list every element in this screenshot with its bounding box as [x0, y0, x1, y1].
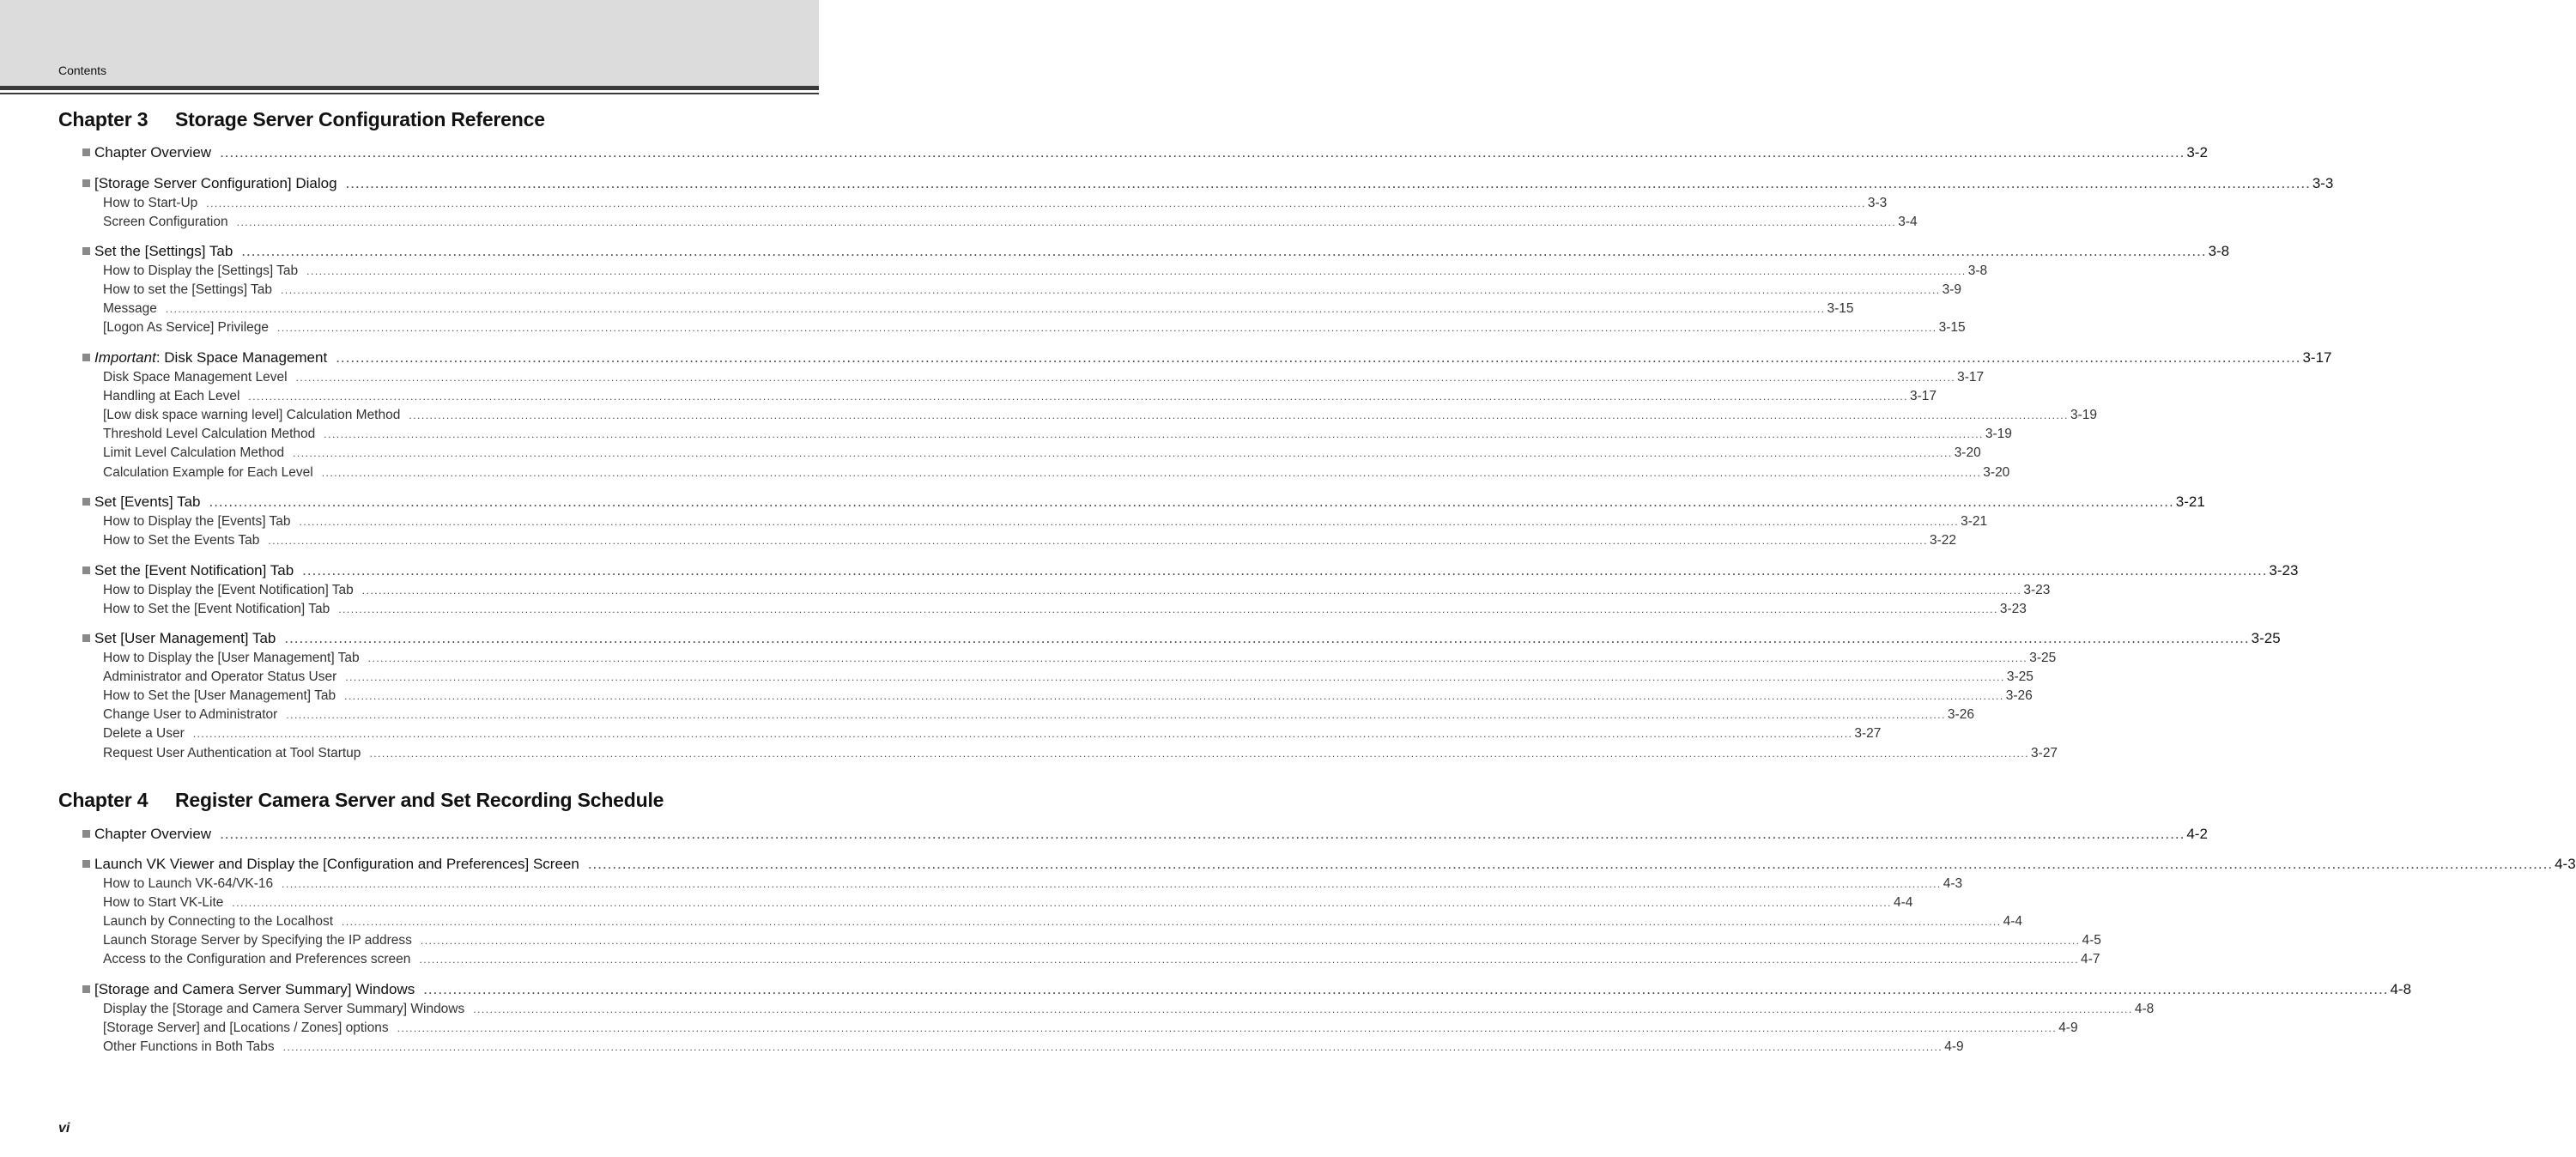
dot-leader: ................................................................................................................................................................................................................................................................................................................................................................................................................ [420, 935, 2081, 948]
toc-subentry-label: Delete a User [103, 726, 185, 742]
toc-subentry-label: How to set the [Settings] Tab [103, 282, 273, 298]
dot-leader: ................................................................................................................................................................................................................................................................................................................................................................................................................ [284, 630, 2250, 646]
toc-subentry-page: 3-27 [2031, 745, 2058, 760]
toc-section-page: 4-8 [2390, 981, 2412, 997]
toc-subentry-page: 3-3 [1867, 196, 1888, 210]
dot-leader: ................................................................................................................................................................................................................................................................................................................................................................................................................ [342, 916, 2002, 929]
toc-subentry-label: How to Set the [Event Notification] Tab [103, 602, 330, 617]
toc-section-page: 3-23 [2269, 562, 2299, 578]
toc-subentry[interactable] [103, 408, 2097, 423]
toc-subentry-label: How to Display the [Events] Tab [103, 514, 291, 529]
toc-section-entry[interactable] [82, 562, 2299, 579]
toc-section-label: Chapter Overview [94, 144, 212, 161]
toc-subentry[interactable] [103, 952, 2100, 967]
toc-section-entry[interactable] [82, 144, 2208, 161]
toc-subentry-label: Launch Storage Server by Specifying the IP address [103, 933, 412, 948]
toc-section-entry[interactable] [82, 175, 2334, 192]
dot-leader: ................................................................................................................................................................................................................................................................................................................................................................................................................ [220, 826, 2185, 842]
toc-subentry[interactable] [103, 282, 1962, 298]
toc-subentry[interactable] [103, 602, 2027, 617]
dot-leader: ................................................................................................................................................................................................................................................................................................................................................................................................................ [345, 671, 2005, 684]
toc-subentry-label: How to Set the Events Tab [103, 533, 260, 548]
toc-subentry-label: Administrator and Operator Status User [103, 669, 337, 685]
toc-section-label: Set [Events] Tab [94, 494, 201, 510]
dot-leader: ................................................................................................................................................................................................................................................................................................................................................................................................................ [232, 897, 1893, 910]
toc-subentry[interactable] [103, 1002, 2155, 1017]
toc-subentry-page: 4-8 [2134, 1002, 2155, 1016]
dot-leader: ................................................................................................................................................................................................................................................................................................................................................................................................................ [361, 585, 2022, 597]
toc-section-label: [Storage and Camera Server Summary] Windows [94, 981, 415, 997]
toc-subentry[interactable] [103, 301, 1854, 317]
square-bullet-icon [82, 860, 90, 868]
toc-subentry-page: 3-9 [1942, 282, 1962, 298]
toc-subentry[interactable] [103, 464, 2010, 481]
square-bullet-icon [82, 634, 90, 642]
toc-subentry[interactable] [103, 583, 2051, 598]
toc-subentry-label: Message [103, 301, 157, 317]
toc-subentry[interactable] [103, 895, 1913, 911]
toc-subentry[interactable] [103, 688, 2033, 704]
toc-subentry-label: How to Display the [User Management] Tab [103, 651, 360, 665]
toc-subentry[interactable] [103, 445, 1981, 461]
dot-leader: ................................................................................................................................................................................................................................................................................................................................................................................................................ [241, 243, 2207, 259]
square-bullet-icon [82, 830, 90, 838]
square-bullet-icon [82, 148, 90, 156]
dot-leader: ................................................................................................................................................................................................................................................................................................................................................................................................................ [299, 516, 1960, 528]
dot-leader: ................................................................................................................................................................................................................................................................................................................................................................................................................ [306, 265, 1967, 277]
toc-subentry-label: Screen Configuration [103, 215, 228, 230]
toc-subentry-label: Calculation Example for Each Level [103, 464, 313, 480]
toc-subentry-label: Change User to Administrator [103, 707, 278, 723]
dot-leader: ................................................................................................................................................................................................................................................................................................................................................................................................................ [419, 954, 2080, 966]
toc-subentry-page: 3-4 [1898, 215, 1918, 230]
dot-leader: ................................................................................................................................................................................................................................................................................................................................................................................................................ [473, 1003, 2133, 1015]
toc-subentry-page: 3-17 [1957, 370, 1985, 385]
toc-subentry[interactable] [103, 651, 2057, 666]
toc-subentry-label: Launch by Connecting to the Localhost [103, 914, 333, 930]
square-bullet-icon [82, 985, 90, 993]
toc-section-entry[interactable] [82, 981, 2412, 998]
toc-subentry-label: Limit Level Calculation Method [103, 445, 285, 461]
dot-leader: ................................................................................................................................................................................................................................................................................................................................................................................................................ [209, 494, 2174, 510]
toc-subentry-page: 3-23 [1999, 602, 2027, 617]
toc-section-label: Important: Disk Space Management [94, 349, 328, 366]
dot-leader: ................................................................................................................................................................................................................................................................................................................................................................................................................ [192, 728, 1853, 741]
dot-leader: ................................................................................................................................................................................................................................................................................................................................................................................................................ [302, 562, 2268, 578]
toc-subentry-page: 3-20 [1954, 445, 1981, 461]
toc-subentry[interactable] [103, 1021, 2078, 1036]
toc-subentry-page: 3-22 [1929, 533, 1956, 548]
toc-subentry[interactable] [103, 514, 1988, 530]
toc-section-page: 3-8 [2208, 243, 2230, 259]
toc-subentry-page: 4-4 [1894, 895, 1913, 911]
dot-leader: ................................................................................................................................................................................................................................................................................................................................................................................................................ [345, 175, 2311, 191]
dot-leader: ................................................................................................................................................................................................................................................................................................................................................................................................................ [336, 349, 2301, 366]
toc-subentry-page: 3-19 [1985, 427, 2012, 442]
dot-leader: ................................................................................................................................................................................................................................................................................................................................................................................................................ [338, 603, 1998, 616]
toc-subentry-page: 4-9 [1944, 1039, 1964, 1055]
dot-leader: ................................................................................................................................................................................................................................................................................................................................................................................................................ [220, 144, 2185, 161]
toc-subentry-page: 4-7 [2081, 952, 2100, 967]
toc-subentry-label: Request User Authentication at Tool Startup [103, 745, 361, 760]
toc-subentry-label: How to Set the [User Management] Tab [103, 688, 336, 704]
toc-subentry-page: 3-25 [2006, 669, 2034, 685]
dot-leader: ................................................................................................................................................................................................................................................................................................................................................................................................................ [268, 535, 1928, 548]
toc-subentry[interactable] [103, 669, 2034, 685]
toc-subentry[interactable] [103, 933, 2101, 948]
toc-subentry[interactable] [103, 320, 1966, 336]
toc-subentry-label: [Logon As Service] Privilege [103, 320, 269, 336]
dot-leader: ................................................................................................................................................................................................................................................................................................................................................................................................................ [281, 284, 1941, 297]
toc-subentry-label: How to Display the [Event Notification] Tab [103, 583, 354, 597]
toc-subentry[interactable] [103, 264, 1988, 279]
toc-subentry[interactable] [103, 745, 2058, 761]
square-bullet-icon [82, 179, 90, 187]
toc-section-page: 3-21 [2175, 494, 2205, 510]
toc-subentry-page: 3-20 [1983, 464, 2010, 480]
toc-subentry[interactable] [103, 533, 1956, 548]
toc-subentry-label: Threshold Level Calculation Method [103, 427, 316, 442]
toc-subentry[interactable] [103, 707, 1974, 723]
toc-section-page: 4-3 [2555, 856, 2576, 872]
toc-section-label: Chapter Overview [94, 826, 212, 842]
dot-leader: ................................................................................................................................................................................................................................................................................................................................................................................................................ [277, 322, 1937, 335]
toc-subentry-page: 3-26 [2005, 688, 2033, 704]
chapter-number: Chapter 3 [58, 108, 148, 130]
toc-subentry[interactable] [103, 1039, 1964, 1055]
toc-subentry-label: [Low disk space warning level] Calculation Method [103, 408, 401, 423]
toc-subentry-page: 3-15 [1938, 320, 1966, 336]
chapter-title [58, 789, 664, 812]
toc-subentry[interactable] [103, 914, 2022, 930]
toc-subentry[interactable] [103, 370, 1985, 385]
toc-subentry-page: 3-21 [1961, 514, 1988, 529]
toc-subentry-label: Display the [Storage and Camera Server Summary] Windows [103, 1002, 465, 1016]
toc-section-entry[interactable] [82, 243, 2230, 260]
square-bullet-icon [82, 498, 90, 506]
toc-subentry-page: 4-4 [2003, 914, 2022, 930]
toc-subentry-page: 3-17 [1910, 389, 1937, 404]
chapter-title [58, 108, 545, 131]
running-header: Contents [58, 64, 107, 77]
dot-leader: ................................................................................................................................................................................................................................................................................................................................................................................................................ [165, 303, 1826, 316]
toc-section-label: Set [User Management] Tab [94, 630, 276, 646]
toc-subentry[interactable] [103, 876, 1963, 892]
chapter-number: Chapter 4 [58, 789, 148, 811]
toc-section-page: 3-3 [2312, 175, 2334, 191]
toc-subentry-page: 3-19 [2070, 408, 2097, 423]
toc-section-page: 3-17 [2302, 349, 2332, 366]
toc-subentry[interactable] [103, 215, 1918, 230]
dot-leader: ................................................................................................................................................................................................................................................................................................................................................................................................................ [282, 878, 1942, 890]
toc-subentry-label: [Storage Server] and [Locations / Zones] options [103, 1021, 389, 1036]
dot-leader: ................................................................................................................................................................................................................................................................................................................................................................................................................ [282, 1041, 1943, 1054]
page-number: vi [58, 1121, 70, 1136]
toc-section-label: Set the [Event Notification] Tab [94, 562, 294, 578]
dot-leader: ................................................................................................................................................................................................................................................................................................................................................................................................................ [367, 652, 2028, 664]
square-bullet-icon [82, 247, 90, 255]
toc-subentry-page: 4-3 [1943, 876, 1963, 891]
toc-section-entry[interactable] [82, 494, 2205, 511]
toc-section-entry[interactable] [82, 349, 2332, 366]
toc-subentry-label: Handling at Each Level [103, 389, 240, 404]
dot-leader: ................................................................................................................................................................................................................................................................................................................................................................................................................ [321, 466, 1982, 479]
toc-subentry-page: 4-5 [2082, 933, 2101, 948]
dot-leader: ................................................................................................................................................................................................................................................................................................................................................................................................................ [293, 447, 1953, 460]
toc-section-entry[interactable] [82, 630, 2281, 647]
toc-subentry[interactable] [103, 196, 1888, 211]
toc-section-page: 3-2 [2186, 144, 2208, 161]
chapter-heading: Register Camera Server and Set Recording Schedule [175, 789, 664, 811]
dot-leader: ................................................................................................................................................................................................................................................................................................................................................................................................................ [587, 856, 2554, 872]
toc-subentry-label: Other Functions in Both Tabs [103, 1039, 275, 1055]
toc-subentry-page: 4-9 [2058, 1021, 2078, 1036]
toc-subentry-label: Access to the Configuration and Preferences screen [103, 952, 411, 967]
chapter-heading: Storage Server Configuration Reference [175, 108, 545, 130]
toc-subentry-page: 3-23 [2023, 583, 2051, 597]
dot-leader: ................................................................................................................................................................................................................................................................................................................................................................................................................ [423, 981, 2389, 997]
square-bullet-icon [82, 354, 90, 361]
dot-leader: ................................................................................................................................................................................................................................................................................................................................................................................................................ [409, 409, 2069, 422]
toc-section-label: Set the [Settings] Tab [94, 243, 233, 259]
toc-subentry[interactable] [103, 726, 1882, 742]
toc-subentry-page: 3-8 [1967, 264, 1988, 278]
toc-subentry-label: How to Launch VK-64/VK-16 [103, 876, 274, 891]
toc-subentry-label: How to Display the [Settings] Tab [103, 264, 299, 278]
toc-section-label: [Storage Server Configuration] Dialog [94, 175, 337, 191]
toc-subentry-label: How to Start VK-Lite [103, 895, 224, 911]
toc-subentry[interactable] [103, 427, 2012, 442]
dot-leader: ................................................................................................................................................................................................................................................................................................................................................................................................................ [397, 1022, 2058, 1035]
toc-section-page: 3-25 [2251, 630, 2281, 646]
toc-subentry-label: How to Start-Up [103, 196, 198, 210]
dot-leader: ................................................................................................................................................................................................................................................................................................................................................................................................................ [236, 216, 1897, 229]
square-bullet-icon [82, 566, 90, 574]
dot-leader: ................................................................................................................................................................................................................................................................................................................................................................................................................ [369, 747, 2030, 760]
toc-section-label: Launch VK Viewer and Display the [Configuration and Preferences] Screen [94, 856, 579, 872]
toc-section-page: 4-2 [2186, 826, 2208, 842]
toc-subentry-page: 3-27 [1854, 726, 1882, 742]
dot-leader: ................................................................................................................................................................................................................................................................................................................................................................................................................ [286, 709, 1946, 722]
toc-subentry-page: 3-15 [1827, 301, 1854, 317]
dot-leader: ................................................................................................................................................................................................................................................................................................................................................................................................................ [206, 197, 1866, 209]
toc-subentry-page: 3-25 [2029, 651, 2057, 665]
toc-subentry-page: 3-26 [1947, 707, 1974, 723]
dot-leader: ................................................................................................................................................................................................................................................................................................................................................................................................................ [248, 391, 1909, 403]
toc-subentry[interactable] [103, 389, 1937, 404]
dot-leader: ................................................................................................................................................................................................................................................................................................................................................................................................................ [295, 372, 1956, 384]
dot-leader: ................................................................................................................................................................................................................................................................................................................................................................................................................ [324, 428, 1984, 441]
toc-section-entry[interactable] [82, 826, 2208, 843]
toc-section-entry[interactable] [82, 856, 2576, 873]
toc-subentry-label: Disk Space Management Level [103, 370, 288, 385]
dot-leader: ................................................................................................................................................................................................................................................................................................................................................................................................................ [344, 690, 2004, 703]
